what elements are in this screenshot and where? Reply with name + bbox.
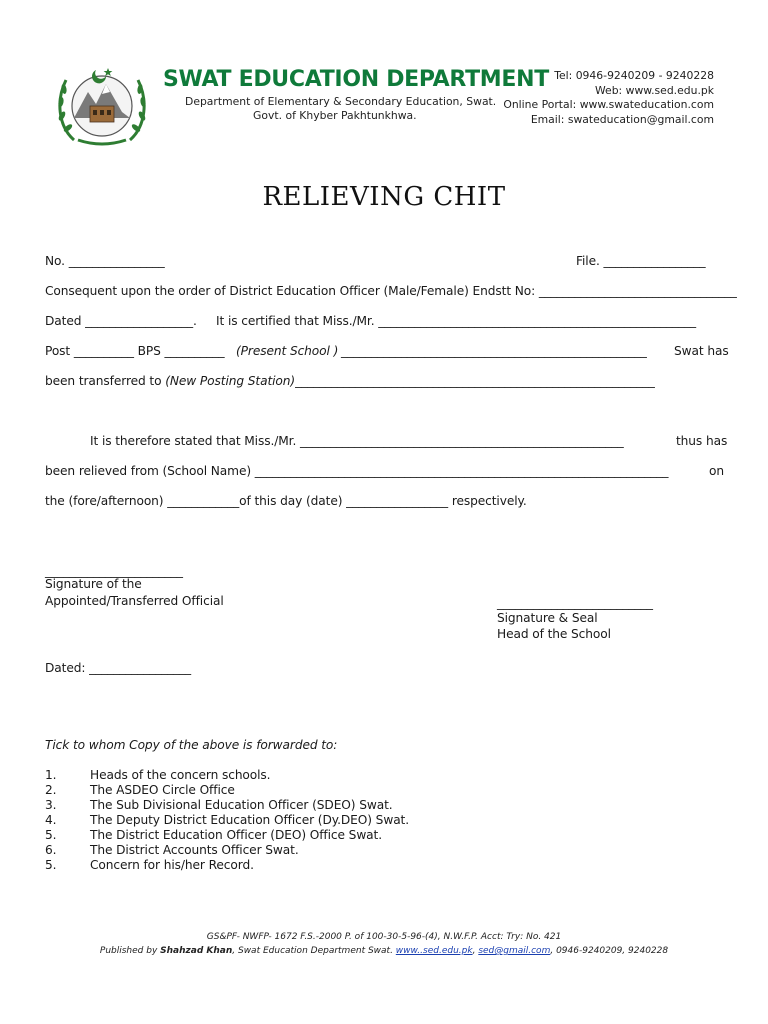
list-item-number: 2. bbox=[45, 783, 57, 797]
footer-published-mid: , Swat Education Department Swat. bbox=[232, 946, 396, 956]
list-item-number: 5. bbox=[45, 828, 57, 842]
present-school-label: (Present School ) bbox=[236, 344, 339, 358]
contact-block bbox=[503, 69, 714, 127]
list-item-number: 3. bbox=[45, 798, 57, 812]
official-signature-title: Appointed/Transferred Official bbox=[45, 594, 224, 608]
relieved-from-field: been relieved from (School Name) _____________________________________________________________________ bbox=[45, 464, 669, 478]
fore-afternoon-date-line: the (fore/afternoon) ____________of this day (date) _________________ respectively. bbox=[45, 494, 527, 508]
list-item-number: 4. bbox=[45, 813, 57, 827]
document-title: RELIEVING CHIT bbox=[262, 182, 506, 212]
footer-publisher-name: Shahzad Khan bbox=[160, 946, 233, 956]
head-signature-line: __________________________ bbox=[497, 596, 653, 610]
letterhead bbox=[44, 52, 724, 152]
order-reference-line: Consequent upon the order of District Education Officer (Male/Female) Endstt No: _________________________________ bbox=[45, 284, 737, 298]
khyber-pakhtunkhwa-emblem-icon bbox=[52, 56, 152, 152]
footer-published-prefix: Published by bbox=[99, 946, 161, 956]
footer-website-link[interactable]: www..sed.edu.pk bbox=[395, 946, 473, 956]
dated-field: Dated __________________. bbox=[45, 314, 197, 328]
copy-forward-heading: Tick to whom Copy of the above is forwarded to: bbox=[45, 738, 338, 752]
head-signature-title: Head of the School bbox=[497, 627, 611, 641]
footer-print-reference: GS&PF- NWFP- 1672 F.S.-2000 P. of 100-30-5-96-(4), N.W.F.P. Acct: Try: No. 421 bbox=[206, 932, 562, 942]
swat-has-text: Swat has bbox=[674, 344, 729, 358]
footer-email-link[interactable]: sed@gmail.com bbox=[478, 946, 551, 956]
footer-separator: , bbox=[472, 946, 479, 956]
list-item-number: 1. bbox=[45, 768, 57, 782]
file-number-field: File. _________________ bbox=[576, 254, 706, 268]
list-item: The Deputy District Education Officer (Dy.DEO) Swat. bbox=[90, 813, 410, 827]
signature-dated-field: Dated: _________________ bbox=[45, 661, 192, 675]
on-text: on bbox=[709, 464, 724, 478]
contact-email: Email: swateducation@gmail.com bbox=[530, 112, 714, 126]
contact-portal: Online Portal: www.swateducation.com bbox=[503, 98, 714, 111]
new-posting-station-field: ____________________________________________________________ bbox=[295, 374, 655, 388]
list-item: Concern for his/her Record. bbox=[90, 858, 254, 872]
footer-publisher-line bbox=[0, 946, 768, 956]
list-item: The ASDEO Circle Office bbox=[90, 783, 235, 797]
list-item: The District Education Officer (DEO) Office Swat. bbox=[90, 828, 383, 842]
present-school-field: ___________________________________________________ bbox=[341, 344, 647, 358]
stated-name-field: It is therefore stated that Miss./Mr. ______________________________________________________ bbox=[90, 434, 624, 448]
department-government: Govt. of Khyber Pakhtunkhwa. bbox=[253, 109, 417, 122]
transferred-to-line bbox=[45, 374, 655, 388]
contact-web: Web: www.sed.edu.pk bbox=[595, 83, 714, 97]
certified-name-field: It is certified that Miss./Mr. _____________________________________________________ bbox=[216, 314, 696, 328]
official-signature-label: Signature of the bbox=[45, 577, 142, 591]
list-item: The Sub Divisional Education Officer (SDEO) Swat. bbox=[90, 798, 393, 812]
list-item: Heads of the concern schools. bbox=[90, 768, 271, 782]
reference-number-field: No. ________________ bbox=[45, 254, 165, 268]
list-item-number: 5. bbox=[45, 858, 57, 872]
department-title: SWAT EDUCATION DEPARTMENT bbox=[163, 67, 549, 92]
footer-phones: , 0946-9240209, 9240228 bbox=[550, 946, 669, 956]
post-bps-field: Post __________ BPS __________ bbox=[45, 344, 225, 358]
official-signature-line: _______________________ bbox=[45, 564, 183, 578]
new-posting-station-label: (New Posting Station) bbox=[165, 374, 296, 388]
contact-tel: Tel: 0946-9240209 - 9240228 bbox=[554, 69, 714, 82]
department-subtitle: Department of Elementary & Secondary Education, Swat. bbox=[185, 95, 497, 108]
list-item-number: 6. bbox=[45, 843, 57, 857]
transferred-to-label: been transferred to bbox=[45, 374, 166, 388]
head-signature-label: Signature & Seal bbox=[497, 611, 598, 625]
thus-has-text: thus has bbox=[676, 434, 728, 448]
list-item: The District Accounts Officer Swat. bbox=[90, 843, 299, 857]
copy-forward-list bbox=[0, 768, 768, 878]
